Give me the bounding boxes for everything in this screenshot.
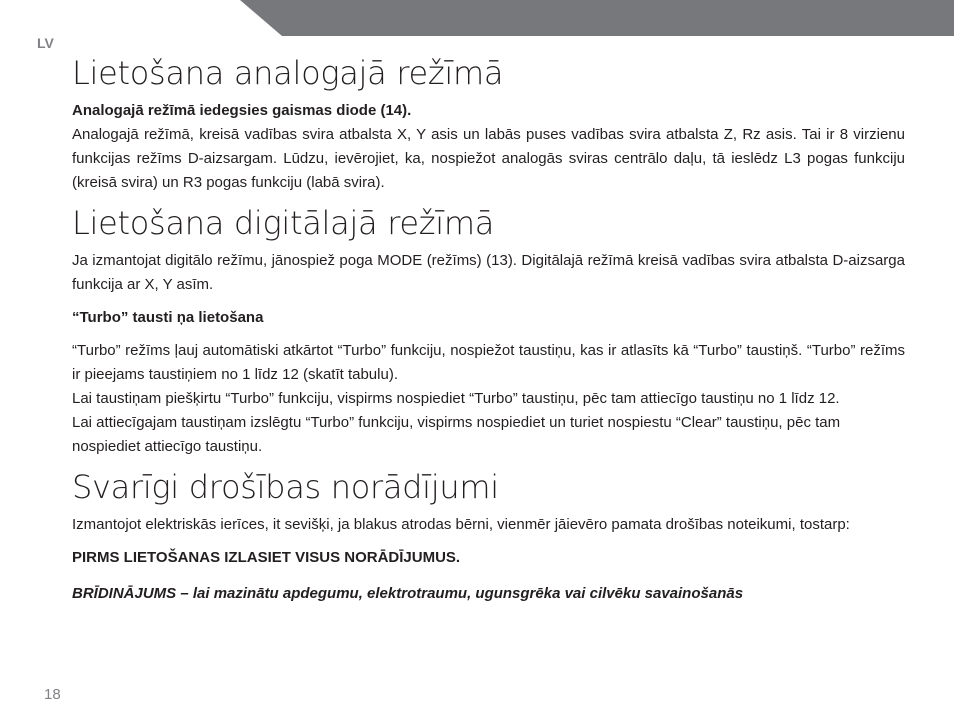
turbo-paragraph-2: Lai taustiņam piešķirtu “Turbo” funkciju, vispirms nospiediet “Turbo” taustiņu, pēc tam attiecīgo taustiņu no 1 līdz 12. [72, 390, 840, 407]
page-content [72, 50, 905, 606]
analog-paragraph: Analogajā režīmā, kreisā vadības svira atbalsta X, Y asis un labās puses vadības svira atbalsta Z, Rz asis. Tai ir 8 virzienu funkcijas režīms D-aizsargam. Lūdzu, ievērojiet, ka, nospiežot analogās sviras centrālo daļu, tā ieslēdz L3 pogas funkciju (kreisā svira) un R3 pogas funkciju (labā svira). [72, 126, 905, 191]
header-band [240, 0, 954, 36]
section-title-digital: Lietošana digitālajā režīmā [72, 204, 495, 242]
page-number: 18 [44, 686, 61, 703]
section-title-analog: Lietošana analogajā režīmā [72, 54, 504, 92]
turbo-subheading: “Turbo” tausti ņa lietošana [72, 309, 264, 326]
safety-caps-notice: PIRMS LIETOŠANAS IZLASIET VISUS NORĀDĪJUMUS. [72, 549, 461, 566]
safety-warning: BRĪDINĀJUMS – lai mazinātu apdegumu, elektrotraumu, ugunsgrēka vai cilvēku savainošanās [72, 585, 744, 602]
language-tag: LV [37, 35, 54, 51]
analog-led-note: Analogajā režīmā iedegsies gaismas diode (14). [72, 102, 412, 119]
digital-paragraph: Ja izmantojat digitālo režīmu, jānospiež poga MODE (režīms) (13). Digitālajā režīmā kreisā vadības svira atbalsta D-aizsarga funkcija ar X, Y asīm. [72, 252, 905, 293]
section-title-safety: Svarīgi drošības norādījumi [72, 468, 499, 506]
safety-paragraph: Izmantojot elektriskās ierīces, it sevišķi, ja blakus atrodas bērni, vienmēr jāievēro pamata drošības noteikumi, tostarp: [72, 516, 850, 533]
turbo-paragraph-1: “Turbo” režīms ļauj automātiski atkārtot “Turbo” funkciju, nospiežot taustiņu, kas ir atlasīts kā “Turbo” taustiņš. “Turbo” režīms ir pieejams taustiņiem no 1 līdz 12 (skatīt tabulu). [72, 342, 905, 383]
turbo-paragraph-3: Lai attiecīgajam taustiņam izslēgtu “Turbo” funkciju, vispirms nospiediet un turiet nospiestu “Clear” taustiņu, pēc tam nospiediet attiecīgo taustiņu. [72, 414, 841, 455]
